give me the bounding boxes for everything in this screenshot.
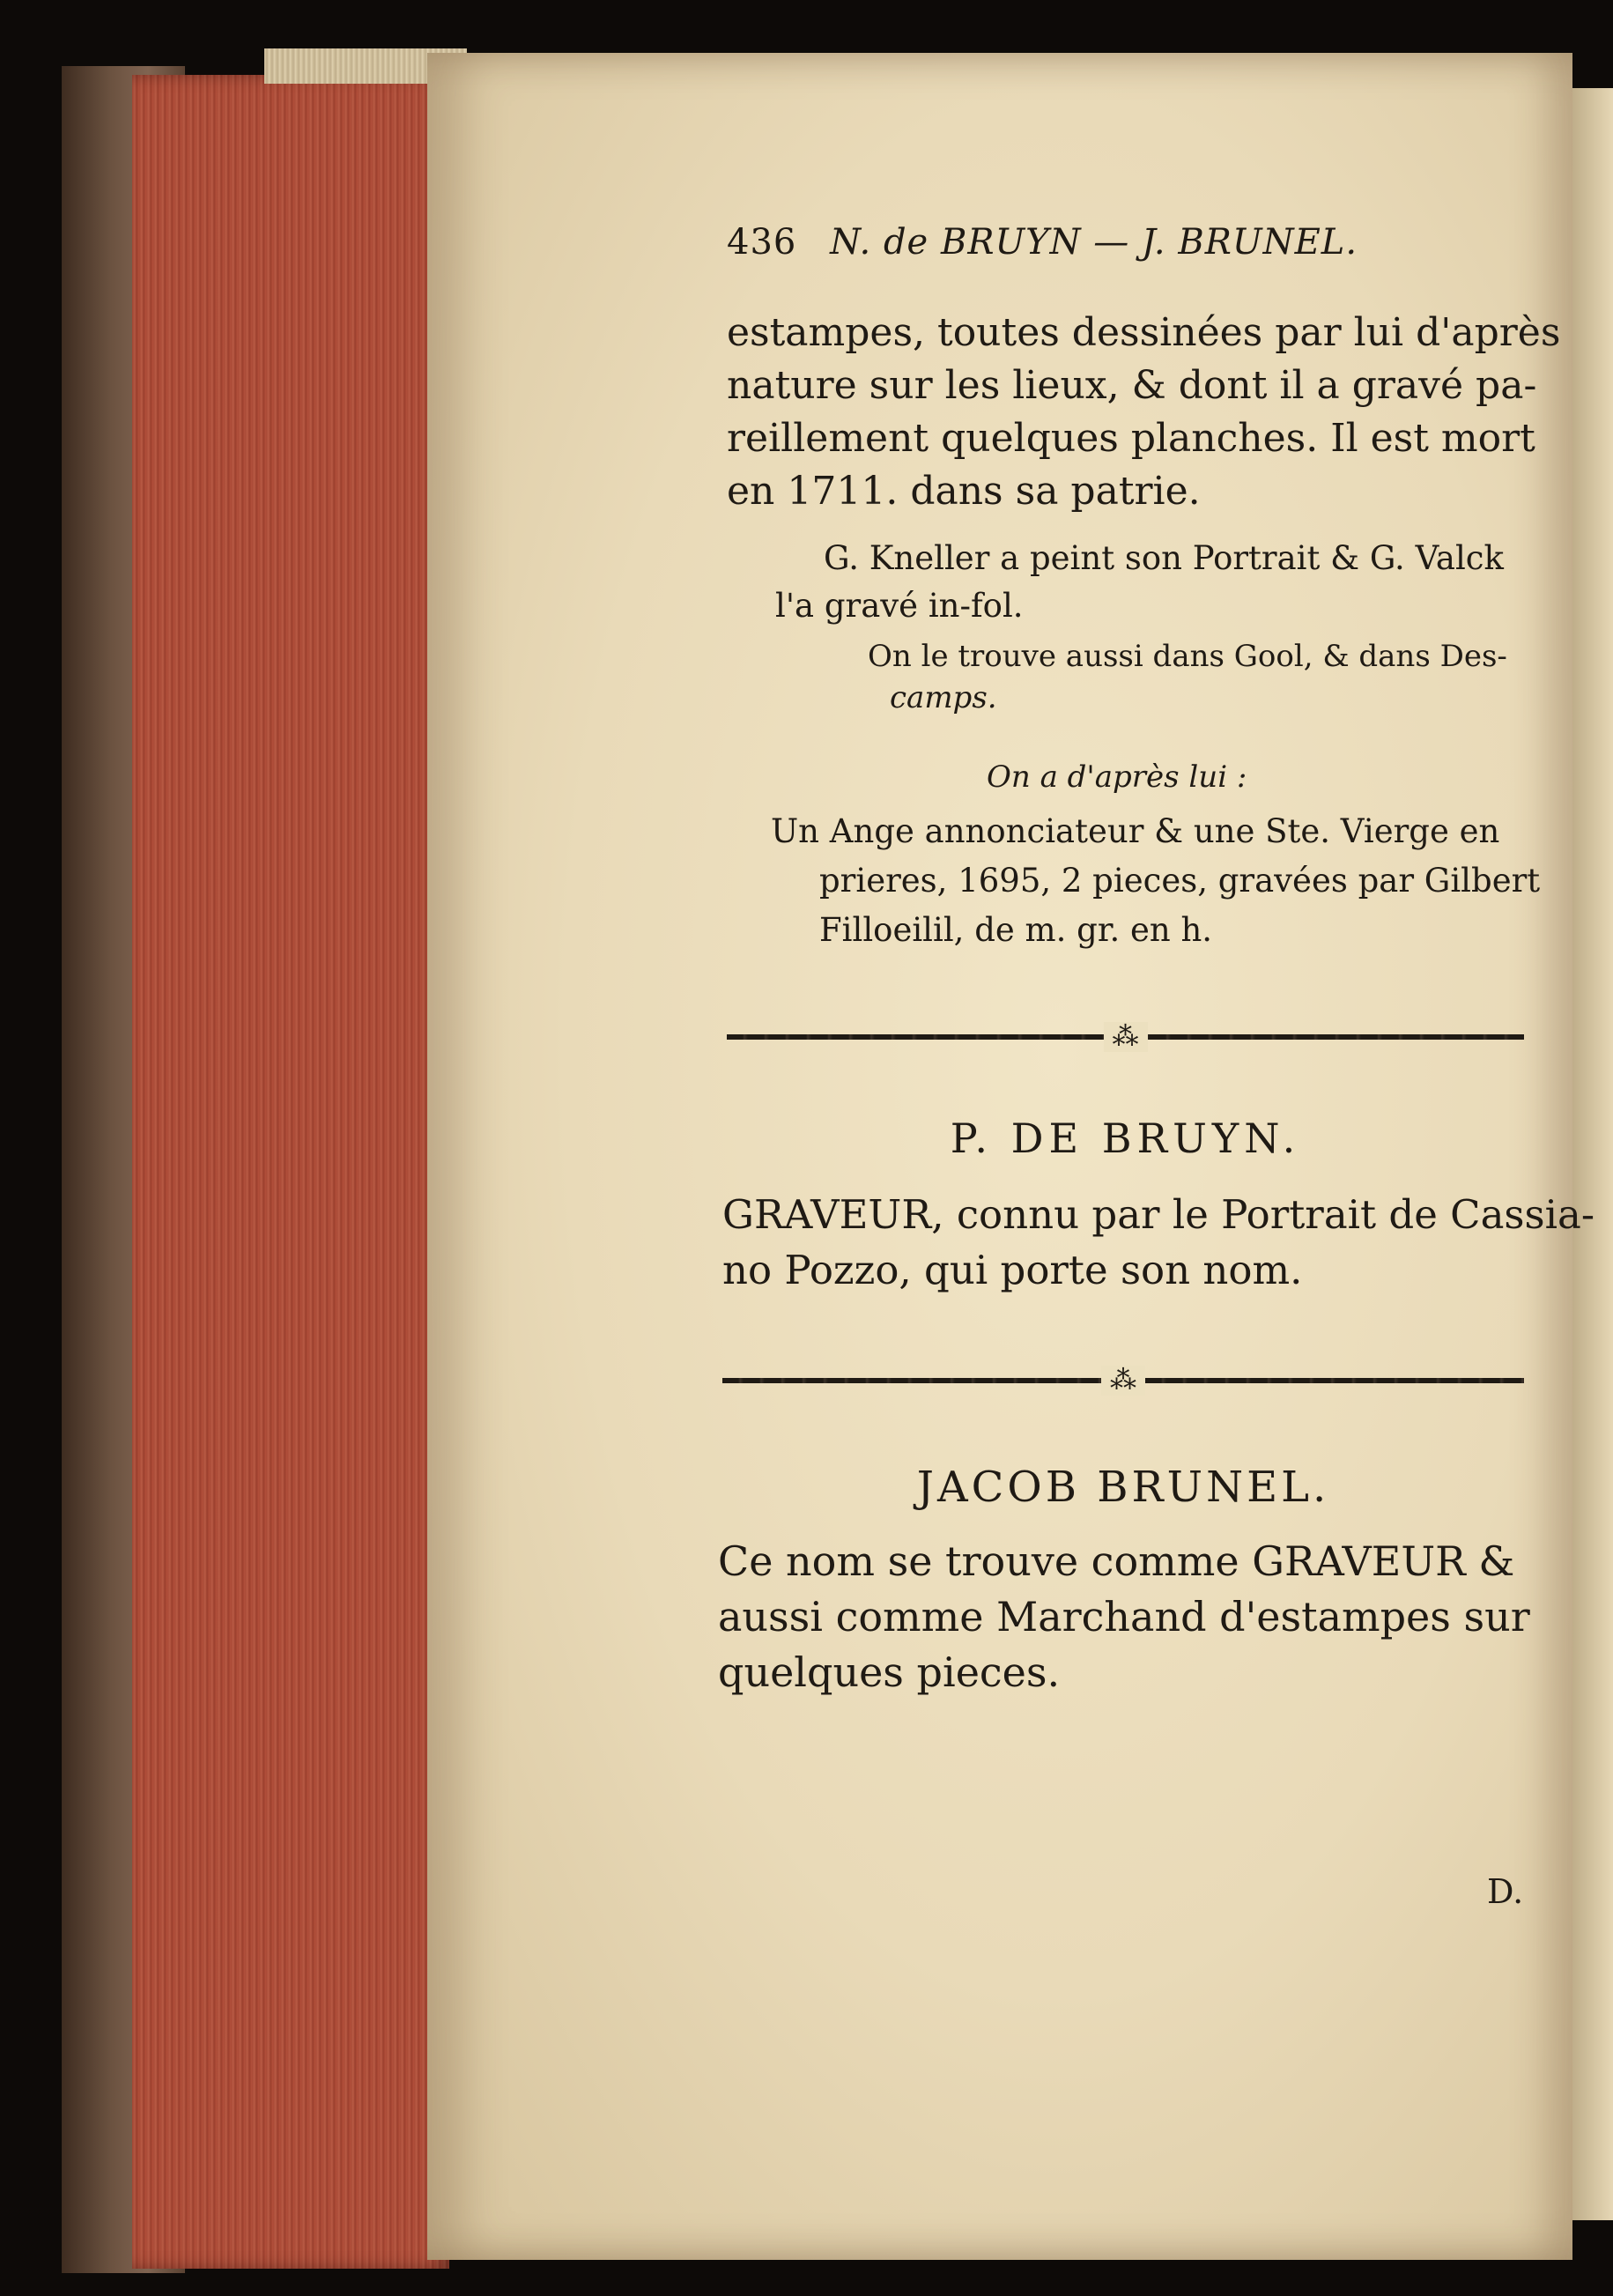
body-line: no Pozzo, qui porte son nom. xyxy=(722,1247,1303,1293)
body-line: en 1711. dans sa patrie. xyxy=(727,469,1201,514)
body-line: estampes, toutes dessinées par lui d'après xyxy=(727,310,1561,355)
works-line: Filloeilil, de m. gr. en h. xyxy=(819,911,1213,949)
page-number: 436 xyxy=(727,222,797,263)
entry-name-jacob-brunel: JACOB BRUNEL. xyxy=(916,1463,1330,1512)
rule-ornament-icon: ⁂ xyxy=(1101,1366,1145,1396)
after-heading: On a d'après lui : xyxy=(987,759,1247,795)
running-header xyxy=(727,222,1358,263)
entry-name-p-de-bruyn: P. DE BRUYN. xyxy=(950,1115,1301,1162)
body-line: quelques pieces. xyxy=(718,1648,1061,1696)
portrait-note-line: l'a gravé in-fol. xyxy=(775,587,1024,625)
rule-ornament-icon: ⁂ xyxy=(1104,1022,1148,1052)
portrait-note-line: G. Kneller a peint son Portrait & G. Valck xyxy=(824,539,1504,577)
ornamental-rule xyxy=(722,1365,1524,1396)
works-line: Un Ange annonciateur & une Ste. Vierge en xyxy=(771,812,1500,850)
also-found-line: camps. xyxy=(890,680,997,715)
body-line: nature sur les lieux, & dont il a gravé pa- xyxy=(727,363,1537,408)
body-line: aussi comme Marchand d'estampes sur xyxy=(718,1593,1530,1641)
running-title: N. de BRUYN — J. BRUNEL. xyxy=(830,222,1358,263)
body-line: reillement quelques planches. Il est mort xyxy=(727,416,1535,461)
works-line: prieres, 1695, 2 pieces, gravées par Gilbert xyxy=(819,862,1541,900)
facing-page-edge xyxy=(1572,88,1613,2220)
page-edges xyxy=(132,75,449,2269)
body-line: GRAVEUR, connu par le Portrait de Cassia- xyxy=(722,1191,1595,1238)
catchword: D. xyxy=(1487,1872,1524,1911)
ornamental-rule xyxy=(727,1021,1524,1052)
also-found-line: On le trouve aussi dans Gool, & dans Des- xyxy=(868,639,1507,674)
body-line: Ce nom se trouve comme GRAVEUR & xyxy=(718,1537,1515,1585)
